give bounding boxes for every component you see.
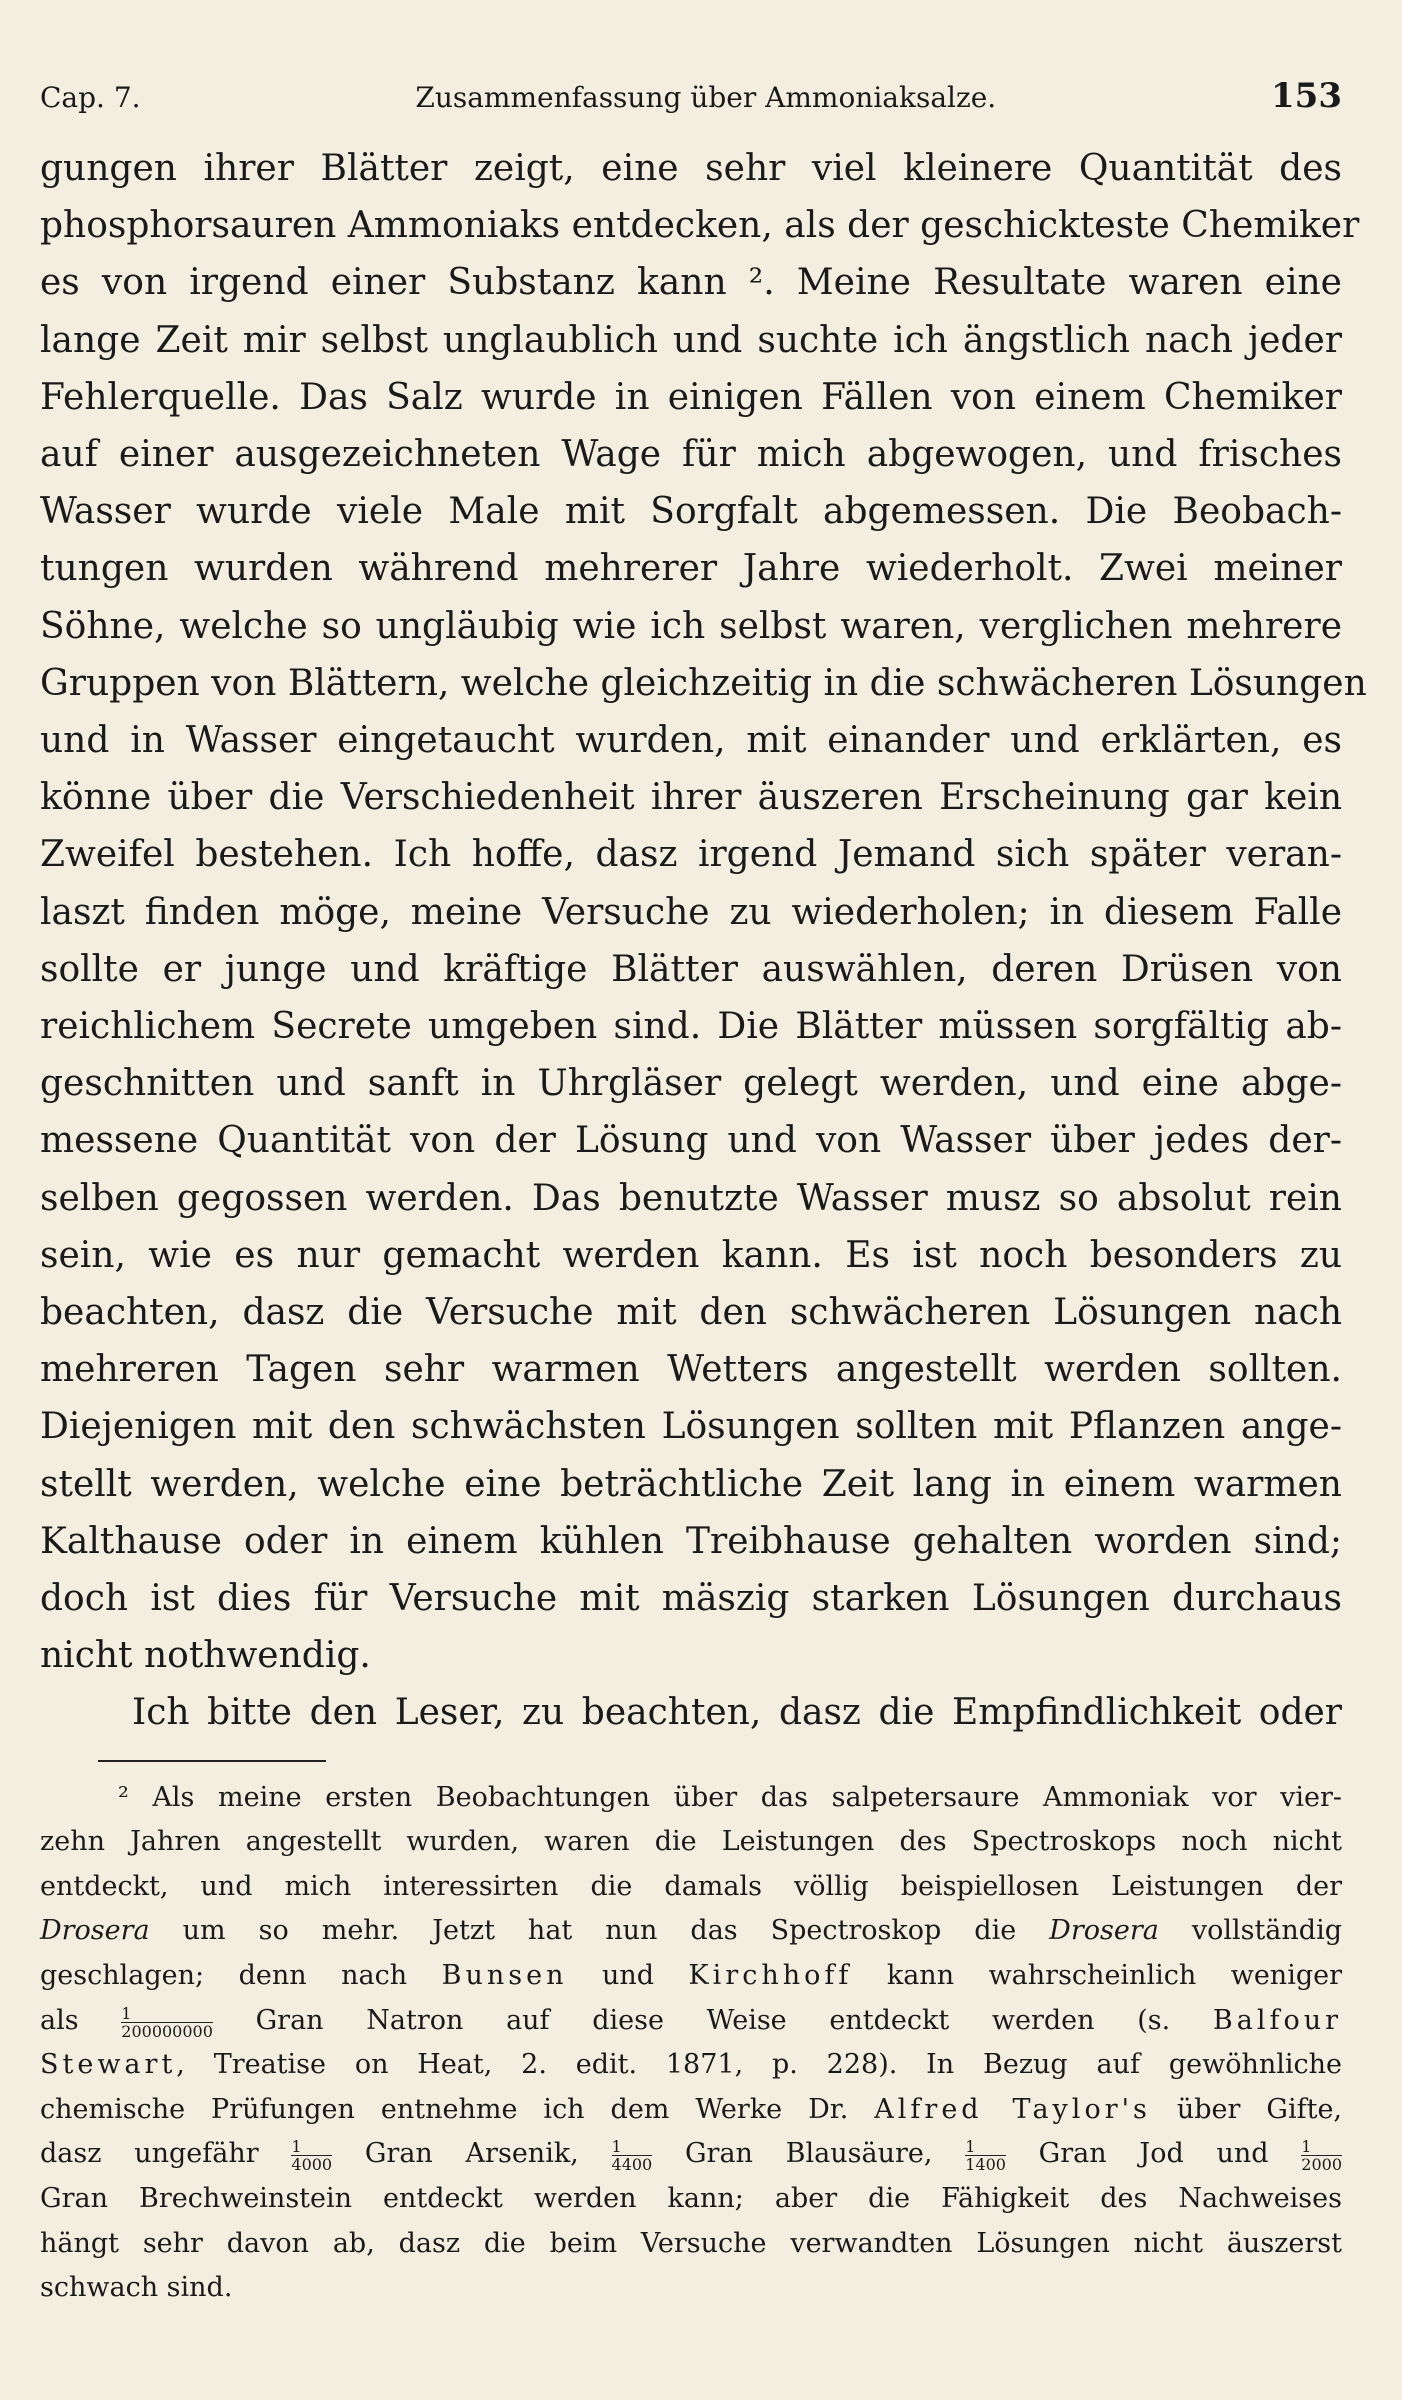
footnote-text: Gran Jod und (1005, 2138, 1302, 2170)
footnote-divider (98, 1760, 326, 1762)
footnote-text: vollständig (1158, 1915, 1342, 1947)
text-line: Wasser wurde viele Male mit Sorgfalt abgemessen. Die Beobach- (40, 491, 1342, 533)
fraction-numerator: 1 (291, 2137, 302, 2157)
fraction-denominator: 4400 (611, 2155, 653, 2175)
text-line: sollte er junge und kräftige Blätter auswählen, deren Drüsen von (40, 948, 1342, 990)
footnote-text: chemische Prüfungen entnehme ich dem Werke Dr. (40, 2093, 875, 2125)
footnote-text: , Treatise on Heat, 2. edit. 1871, p. 228). In Bezug auf gewöhnliche (176, 2049, 1342, 2081)
footnote-line (40, 2132, 1342, 2177)
text-line: reichlichem Secrete umgeben sind. Die Blätter müssen sorgfältig ab- (40, 1006, 1342, 1048)
fraction (612, 2139, 653, 2173)
footnote-line (40, 1954, 1342, 1999)
footnote-text: Gran Blausäure, (652, 2138, 966, 2170)
footnote (40, 1776, 1342, 2311)
running-header (40, 76, 1342, 120)
text-line: beachten, dasz die Versuche mit den schwächeren Lösungen nach (40, 1292, 1342, 1334)
taxon-name: Drosera (40, 1915, 150, 1947)
fraction (291, 2139, 332, 2173)
text-line: auf einer ausgezeichneten Wage für mich abgewogen, und frisches (40, 434, 1342, 476)
text-line: Gruppen von Blättern, welche gleichzeitig in die schwächeren Lösungen (40, 662, 1367, 704)
footnote-line (40, 1999, 1342, 2044)
footnote-line: entdeckt, und mich interessirten die damals völlig beispiellosen Leistungen der (40, 1870, 1342, 1902)
footnote-line: ² Als meine ersten Beobachtungen über das salpetersaure Ammoniak vor vier- (118, 1781, 1342, 1813)
page-number: 153 (1271, 76, 1342, 116)
footnote-text: Gran Natron auf diese Weise entdeckt werden (s. (212, 2004, 1213, 2036)
text-line: tungen wurden während mehrerer Jahre wiederholt. Zwei meiner (40, 548, 1342, 590)
footnote-text: geschlagen; denn nach (40, 1960, 442, 1992)
footnote-line: schwach sind. (40, 2272, 233, 2304)
text-line: Zweifel bestehen. Ich hoffe, dasz irgend Jemand sich später veran- (40, 834, 1342, 876)
text-line: könne über die Verschiedenheit ihrer äuszeren Erscheinung gar kein (40, 777, 1342, 819)
fraction-numerator: 1 (121, 2003, 132, 2023)
text-line: laszt finden möge, meine Versuche zu wiederholen; in diesem Falle (40, 891, 1342, 933)
text-line: doch ist dies für Versuche mit mäszig starken Lösungen durchaus (40, 1578, 1342, 1620)
text-line: phosphorsauren Ammoniaks entdecken, als der geschickteste Chemiker (40, 205, 1360, 247)
main-text (40, 140, 1367, 1742)
fraction-denominator: 2000 (1301, 2155, 1343, 2175)
text-line: Fehlerquelle. Das Salz wurde in einigen Fällen von einem Chemiker (40, 376, 1342, 418)
footnote-line (40, 2088, 1342, 2133)
footnote-text: als (40, 2004, 122, 2036)
footnote-line: Gran Brechweinstein entdeckt werden kann; aber die Fähigkeit des Nachweises (40, 2183, 1342, 2215)
text-line: geschnitten und sanft in Uhrgläser gelegt werden, und eine abge- (40, 1063, 1342, 1105)
footnote-text: kann wahrscheinlich weniger (852, 1960, 1342, 1992)
footnote-line: hängt sehr davon ab, dasz die beim Versuche verwandten Lösungen nicht äuszerst (40, 2227, 1342, 2259)
new-paragraph-line: Ich bitte den Leser, zu beachten, dasz die Empfindlichkeit oder (132, 1692, 1342, 1734)
fraction-numerator: 1 (611, 2137, 622, 2157)
text-line: selben gegossen werden. Das benutzte Wasser musz so absolut rein (40, 1177, 1342, 1219)
footnote-line (40, 2043, 1342, 2088)
chapter-label: Cap. 7. (40, 81, 141, 114)
text-line: es von irgend einer Substanz kann ². Meine Resultate waren eine (40, 262, 1342, 304)
text-line: Diejenigen mit den schwächsten Lösungen sollten mit Pflanzen ange- (40, 1406, 1342, 1448)
fraction-denominator: 4000 (291, 2155, 333, 2175)
text-line: gungen ihrer Blätter zeigt, eine sehr viel kleinere Quantität des (40, 148, 1342, 189)
text-line: lange Zeit mir selbst unglaublich und suchte ich ängstlich nach jeder (40, 319, 1342, 361)
footnote-line (40, 1909, 1342, 1954)
author-name: Balfour (1212, 2004, 1342, 2036)
footnote-text: um so mehr. Jetzt hat nun das Spectroskop die (149, 1915, 1050, 1947)
taxon-name: Drosera (1049, 1915, 1159, 1947)
author-name: Kirchhoff (688, 1960, 853, 1992)
fraction-denominator: 200000000 (121, 2021, 213, 2041)
fraction (1301, 2139, 1342, 2173)
text-line: messene Quantität von der Lösung und von Wasser über jedes der- (40, 1120, 1342, 1162)
footnote-text: Gran Arsenik, (332, 2138, 612, 2170)
text-line: sein, wie es nur gemacht werden kann. Es ist noch besonders zu (40, 1234, 1342, 1276)
footnote-text: und (567, 1960, 689, 1992)
author-name: Stewart (40, 2049, 177, 2081)
text-line: stellt werden, welche eine beträchtliche Zeit lang in einem warmen (40, 1463, 1342, 1505)
text-line: Söhne, welche so ungläubig wie ich selbst waren, verglichen mehrere (40, 605, 1342, 647)
text-line: Kalthause oder in einem kühlen Treibhause gehalten worden sind; (40, 1520, 1342, 1562)
text-line: mehreren Tagen sehr warmen Wetters angestellt werden sollten. (40, 1349, 1342, 1391)
text-line: und in Wasser eingetaucht wurden, mit einander und erklärten, es (40, 720, 1342, 762)
footnote-text: über Gifte, (1150, 2093, 1342, 2125)
author-name: Alfred Taylor's (874, 2093, 1151, 2125)
footnote-text: dasz ungefähr (40, 2138, 292, 2170)
fraction-numerator: 1 (965, 2137, 976, 2157)
paragraph-end-line: nicht nothwendig. (40, 1635, 371, 1677)
fraction (965, 2139, 1006, 2173)
running-title: Zusammenfassung über Ammoniaksalze. (415, 81, 997, 114)
fraction (121, 2003, 213, 2041)
fraction-numerator: 1 (1301, 2137, 1312, 2157)
author-name: Bunsen (441, 1960, 568, 1992)
footnote-line: zehn Jahren angestellt wurden, waren die Leistungen des Spectroskops noch nicht (40, 1826, 1342, 1858)
fraction-denominator: 1400 (965, 2155, 1006, 2175)
